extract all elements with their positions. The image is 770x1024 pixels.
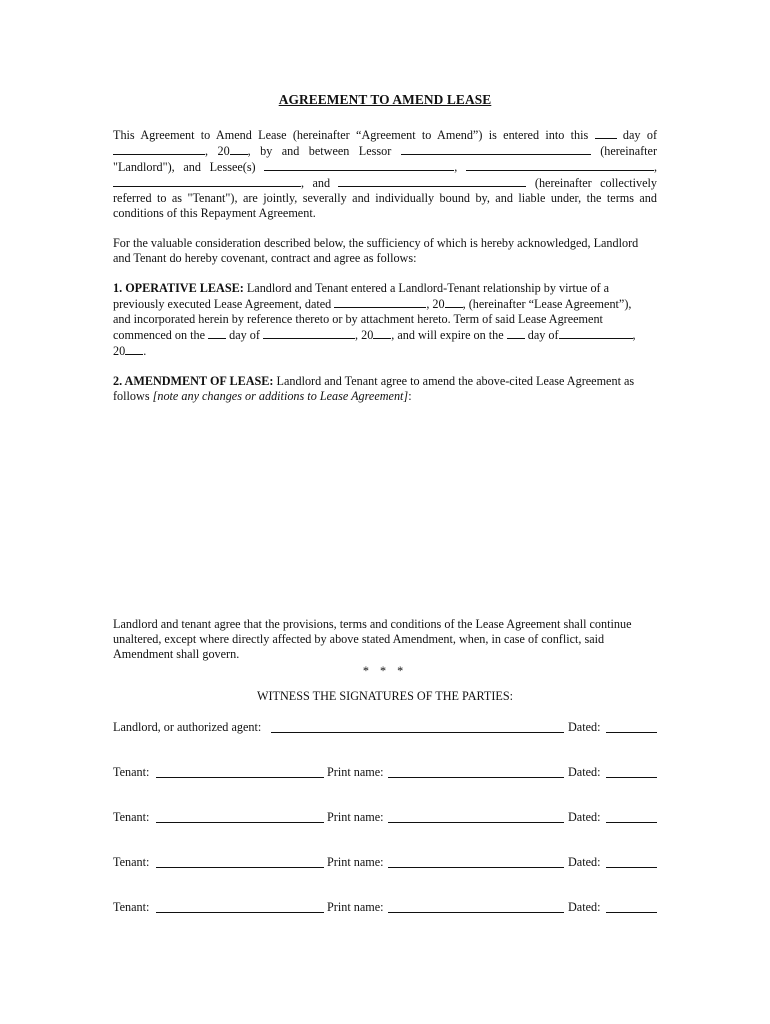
tenant-label: Tenant:: [113, 855, 150, 869]
tenant-dated-label: Dated:: [568, 810, 601, 824]
section-separator: * * *: [362, 664, 408, 678]
commence-month-blank[interactable]: [263, 327, 355, 339]
expire-day-blank[interactable]: [507, 327, 525, 339]
tenant-dated-label: Dated:: [568, 765, 601, 779]
section-operative-lease: 1. OPERATIVE LEASE: Landlord and Tenant entered a Landlord-Tenant relationship by virtue of a previously executed Lease Agreement, dated , 20 , (hereinafter “Lease Agreement”), and incorporated herein by reference thereto or by attachment hereto. Term of said Lease Agreement commenced on the day of , 20 , and will expire on the day of , 20 .: [113, 281, 636, 358]
print-name-label: Print name:: [327, 765, 384, 779]
tenant-signature-row: [113, 765, 657, 780]
section-2-heading: 2. AMENDMENT OF LEASE:: [113, 374, 274, 388]
tenant-label: Tenant:: [113, 900, 150, 914]
tenant-date-line[interactable]: [606, 810, 657, 823]
lease-date-blank[interactable]: [334, 296, 426, 308]
tenant-label: Tenant:: [113, 765, 150, 779]
print-name-line[interactable]: [388, 900, 564, 913]
tenant-signature-line[interactable]: [156, 810, 324, 823]
year-blank[interactable]: [230, 143, 248, 155]
print-name-label: Print name:: [327, 900, 384, 914]
amendment-entry-area[interactable]: [113, 404, 657, 617]
expire-year-blank[interactable]: [125, 343, 143, 355]
witness-heading: WITNESS THE SIGNATURES OF THE PARTIES:: [256, 689, 514, 703]
print-name-label: Print name:: [327, 810, 384, 824]
section-amendment: 2. AMENDMENT OF LEASE: Landlord and Tenant agree to amend the above-cited Lease Agreement as follows [note any changes or additions to Lease Agreement]:: [113, 374, 635, 403]
tenant-dated-label: Dated:: [568, 855, 601, 869]
section-1-heading: 1. OPERATIVE LEASE:: [113, 281, 244, 295]
tenant-signature-row: [113, 855, 657, 870]
print-name-line[interactable]: [388, 765, 564, 778]
print-name-line[interactable]: [388, 855, 564, 868]
tenant-date-line[interactable]: [606, 900, 657, 913]
landlord-dated-label: Dated:: [568, 720, 601, 734]
document-body: [113, 92, 657, 915]
tenant-signature-line[interactable]: [156, 900, 324, 913]
amendment-note: [note any changes or additions to Lease Agreement]: [152, 389, 409, 403]
landlord-signature-row: [113, 720, 657, 735]
tenant-date-line[interactable]: [606, 855, 657, 868]
tenant-signature-line[interactable]: [156, 765, 324, 778]
lessor-blank[interactable]: [401, 143, 591, 155]
print-name-line[interactable]: [388, 810, 564, 823]
continuation-paragraph: Landlord and tenant agree that the provisions, terms and conditions of the Lease Agreement shall continue unaltered, except where directly affected by above stated Amendment, when, in case of conflict, said Amendment shall govern.: [113, 617, 632, 661]
intro-paragraph: This Agreement to Amend Lease (hereinafter “Agreement to Amend”) is entered into this day of , 20 , by and between Lessor (hereinafter "Landlord"), and Lessee(s) , , , and (hereinafter collectively referred to as "Tenant"), are jointly, severally and individually bound by, and liable under, the terms and conditions of this Repayment Agreement.: [113, 128, 658, 220]
tenant-signature-row: [113, 810, 657, 825]
tenant-label: Tenant:: [113, 810, 150, 824]
expire-month-blank[interactable]: [559, 327, 633, 339]
lessee-4-blank[interactable]: [338, 175, 526, 187]
commence-day-blank[interactable]: [208, 327, 226, 339]
lease-year-blank[interactable]: [445, 296, 463, 308]
commence-year-blank[interactable]: [373, 327, 391, 339]
tenant-signature-line[interactable]: [156, 855, 324, 868]
document-title: AGREEMENT TO AMEND LEASE: [278, 92, 492, 107]
tenant-dated-label: Dated:: [568, 900, 601, 914]
tenant-signature-row: [113, 900, 657, 915]
landlord-label: Landlord, or authorized agent:: [113, 720, 262, 734]
month-blank[interactable]: [113, 143, 205, 155]
lessee-2-blank[interactable]: [466, 159, 654, 171]
lessee-3-blank[interactable]: [113, 175, 301, 187]
print-name-label: Print name:: [327, 855, 384, 869]
day-blank[interactable]: [595, 127, 617, 139]
lessee-1-blank[interactable]: [264, 159, 454, 171]
consideration-paragraph: For the valuable consideration described below, the sufficiency of which is hereby acknowledged, Landlord and Tenant do hereby covenant, contract and agree as follows:: [113, 236, 639, 265]
tenant-date-line[interactable]: [606, 765, 657, 778]
landlord-date-line[interactable]: [606, 720, 657, 733]
landlord-signature-line[interactable]: [271, 720, 564, 733]
